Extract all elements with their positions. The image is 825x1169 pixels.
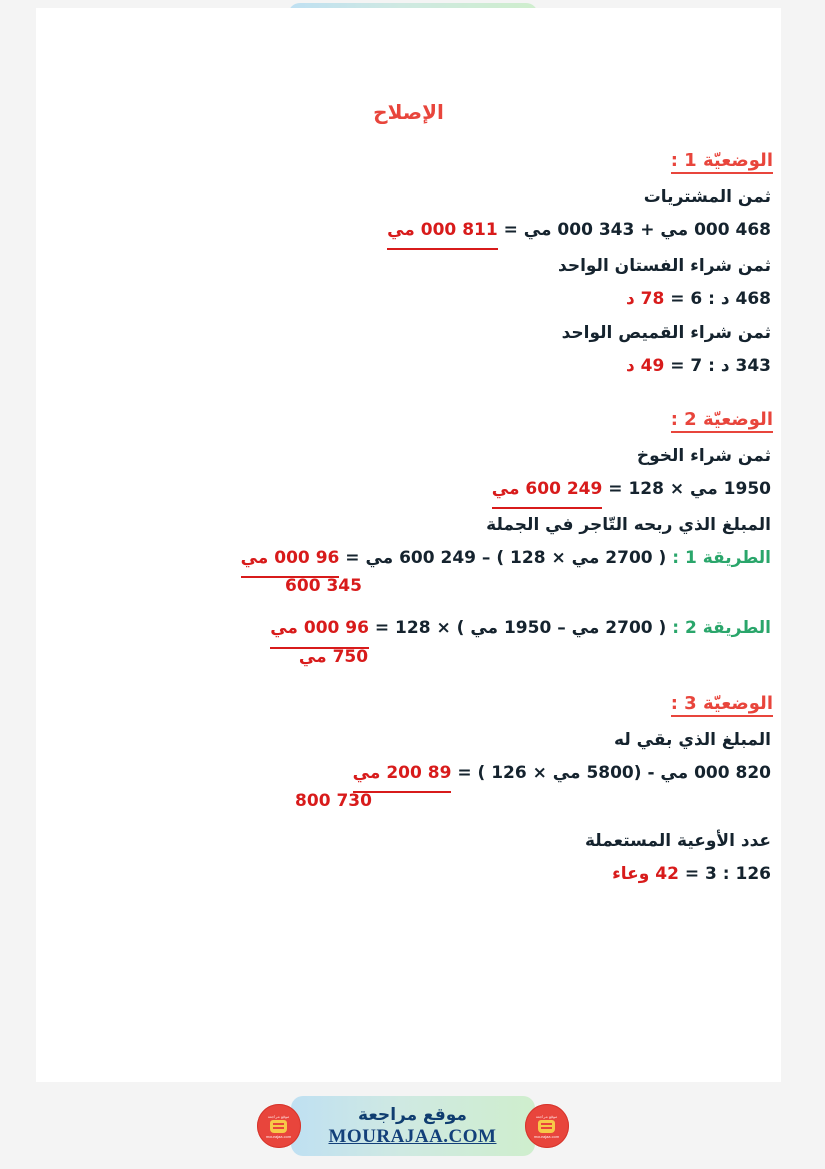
section-3-subcalc: 730 800 bbox=[295, 790, 372, 811]
section-1-line-3 bbox=[36, 250, 781, 283]
method-2-subcalc: 750 مي bbox=[298, 646, 369, 667]
mourajaa-logo-icon bbox=[257, 1104, 301, 1148]
document-content bbox=[36, 8, 781, 891]
text-run: ثمن شراء الخوخ bbox=[636, 445, 771, 466]
text-run: ثمن شراء الفستان الواحد bbox=[558, 256, 771, 277]
result-value: 96 000 مي bbox=[241, 542, 340, 578]
section-2-method-2 bbox=[36, 612, 781, 648]
section-1-heading-text: الوضعيّة 1 : bbox=[671, 150, 773, 174]
section-2-line-1 bbox=[36, 440, 781, 473]
section-1-line-2 bbox=[36, 214, 781, 250]
section-1-line-1 bbox=[36, 181, 781, 214]
method-1-label: الطريقة 1 : bbox=[672, 548, 771, 569]
logo-book-icon bbox=[270, 1120, 287, 1133]
watermark-pill-bottom bbox=[291, 1096, 535, 1156]
mourajaa-logo-icon bbox=[525, 1104, 569, 1148]
text-run: ( 2700 مي – 1950 مي ) × 128 = bbox=[368, 618, 667, 639]
text-run: ثمن المشتريات bbox=[643, 187, 771, 207]
section-1-line-6 bbox=[36, 350, 781, 383]
logo-top-text: موقع مراجعة bbox=[535, 1113, 558, 1119]
text-run: 126 : 3 = bbox=[678, 863, 771, 884]
section-1 bbox=[36, 150, 781, 383]
result-value: 42 وعاء bbox=[612, 863, 679, 884]
section-1-line-4 bbox=[36, 283, 781, 316]
section-3 bbox=[36, 693, 781, 892]
section-1-line-5 bbox=[36, 317, 781, 350]
text-run: 1950 مي × 128 = bbox=[602, 478, 771, 499]
text-run: عدد الأوعية المستعملة bbox=[585, 830, 771, 851]
text-run: المبلغ الذي بقي له bbox=[614, 729, 771, 750]
page-title: الإصلاح bbox=[373, 100, 444, 124]
section-2 bbox=[36, 409, 781, 667]
text-run: 820 000 مي - (5800 مي × 126 ) = bbox=[451, 762, 771, 783]
text-run: ثمن شراء القميص الواحد bbox=[561, 322, 771, 343]
section-2-line-3 bbox=[36, 509, 781, 542]
method-1-subcalc: 345 600 bbox=[285, 576, 362, 597]
result-value: 89 200 مي bbox=[353, 757, 452, 793]
section-2-line-2 bbox=[36, 473, 781, 509]
method-2-label: الطريقة 2 : bbox=[672, 618, 771, 639]
section-3-line-4 bbox=[36, 858, 781, 891]
result-value: 249 600 مي bbox=[492, 473, 603, 509]
text-run: 343 د : 7 = bbox=[664, 355, 771, 376]
section-3-heading-text: الوضعيّة 3 : bbox=[671, 693, 773, 717]
watermark-banner-bottom bbox=[0, 1091, 825, 1161]
section-1-heading bbox=[36, 150, 781, 171]
result-value: 96 000 مي bbox=[270, 612, 369, 648]
watermark-arabic-bottom: موقع مراجعة bbox=[358, 1104, 467, 1125]
text-run: المبلغ الذي ربحه التّاجر في الجملة bbox=[486, 515, 771, 536]
section-3-line-2 bbox=[36, 757, 781, 793]
logo-top-text: موقع مراجعة bbox=[267, 1113, 290, 1119]
section-3-line-3 bbox=[36, 825, 781, 858]
result-value: 49 د bbox=[625, 355, 665, 376]
section-3-line-1 bbox=[36, 724, 781, 757]
document-sheet bbox=[36, 8, 781, 1082]
logo-bottom-text: mourajaa.com bbox=[265, 1133, 292, 1139]
text-run: 468 000 مي + 343 000 مي = bbox=[497, 220, 771, 241]
text-run: ( 2700 مي × 128 ) – 249 600 مي = bbox=[339, 548, 667, 569]
logo-bottom-text: mourajaa.com bbox=[533, 1133, 560, 1139]
section-2-heading bbox=[36, 409, 781, 430]
section-3-heading bbox=[36, 693, 781, 714]
text-run: 468 د : 6 = bbox=[664, 289, 771, 310]
section-2-method-1 bbox=[36, 542, 781, 578]
watermark-url-bottom: MOURAJAA.COM bbox=[328, 1125, 497, 1147]
result-value: 78 د bbox=[625, 289, 665, 310]
result-value: 811 000 مي bbox=[387, 214, 498, 250]
logo-book-icon bbox=[538, 1120, 555, 1133]
section-2-heading-text: الوضعيّة 2 : bbox=[671, 409, 773, 433]
